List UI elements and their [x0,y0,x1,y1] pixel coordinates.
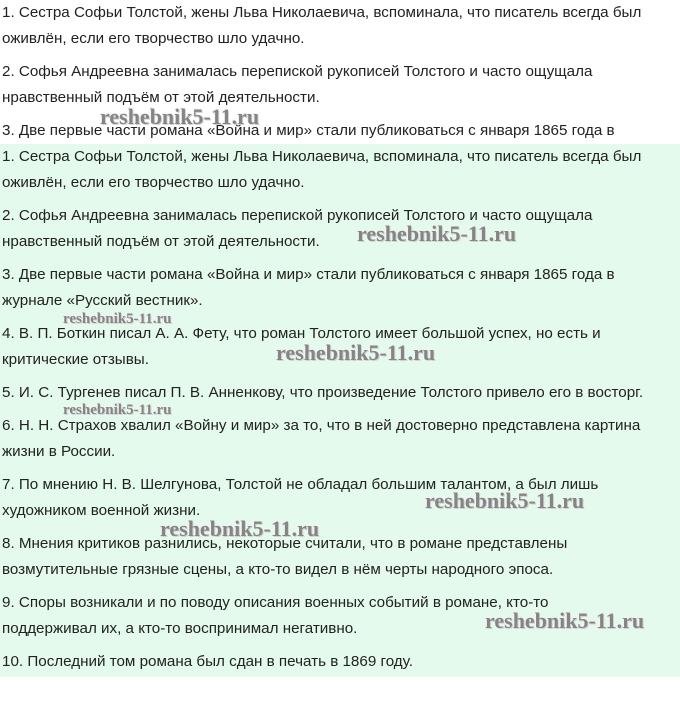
list-item-line: 6. Н. Н. Страхов хвалил «Войну и мир» за то, что в ней достоверно представлена картина [2,417,641,434]
list-item-line: 7. По мнению Н. В. Шелгунова, Толстой не обладал большим талантом, а был лишь [2,476,599,493]
list-item-line: 3. Две первые части романа «Война и мир» стали публиковаться с января 1865 года в [2,122,615,139]
watermark: reshebnik5-11.ru [160,516,320,541]
list-item-line: 9. Споры возникали и по поводу описания военных событий в романе, кто-то [2,594,549,611]
list-item-line: 10. Последний том романа был сдан в печать в 1869 году. [2,653,413,670]
list-item [2,413,680,465]
list-item-line: возмутительные грязные сцены, а кто-то видел в нём черты народного эпоса. [2,561,554,578]
watermark: reshebnik5-11.ru [425,488,585,513]
list-item [2,649,680,675]
list-item-line: 2. Софья Андреевна занималась перепиской рукописей Толстого и часто ощущала [2,63,593,80]
list-item [2,380,680,406]
top-section [0,0,680,144]
list-item [2,472,680,524]
watermark: reshebnik5-11.ru [63,402,172,418]
list-item [2,262,680,314]
list-item [2,321,680,373]
list-item-line: 4. В. П. Боткин писал А. А. Фету, что роман Толстого имеет большой успех, но есть и [2,325,601,342]
list-item-line: 3. Две первые части романа «Война и мир» стали публиковаться с января 1865 года в [2,266,615,283]
list-item-line: нравственный подъём от этой деятельности. [2,89,320,106]
list-item-line: художником военной жизни. [2,502,201,519]
list-item [2,118,680,144]
list-item-line: 1. Сестра Софьи Толстой, жены Льва Николаевича, вспоминала, что писатель всегда был [2,4,642,21]
list-item-line: оживлён, если его творчество шло удачно. [2,174,305,191]
list-item [2,590,680,642]
watermark: reshebnik5-11.ru [276,340,436,365]
list-item [2,59,680,111]
list-item [2,144,680,196]
watermark: reshebnik5-11.ru [63,311,172,327]
list-item [2,531,680,583]
watermark: reshebnik5-11.ru [100,104,260,129]
list-item-line: 8. Мнения критиков разнились, некоторые считали, что в романе представлены [2,535,568,552]
list-item-line: оживлён, если его творчество шло удачно. [2,30,305,47]
watermark: reshebnik5-11.ru [357,221,517,246]
list-item-line: 5. И. С. Тургенев писал П. В. Анненкову, что произведение Толстого привело его в восторг. [2,384,644,401]
list-item-line: 2. Софья Андреевна занималась перепиской рукописей Толстого и часто ощущала [2,207,593,224]
list-item-line: поддерживал их, а кто-то воспринимал негативно. [2,620,358,637]
answer-box [0,144,680,677]
list-item-line: жизни в России. [2,443,116,460]
list-item [2,0,680,52]
list-item-line: критические отзывы. [2,351,149,368]
list-item-line: нравственный подъём от этой деятельности. [2,233,320,250]
list-item-line: 1. Сестра Софьи Толстой, жены Льва Николаевича, вспоминала, что писатель всегда был [2,148,642,165]
list-item [2,203,680,255]
list-item-line: журнале «Русский вестник». [2,292,203,309]
watermark: reshebnik5-11.ru [485,608,645,633]
